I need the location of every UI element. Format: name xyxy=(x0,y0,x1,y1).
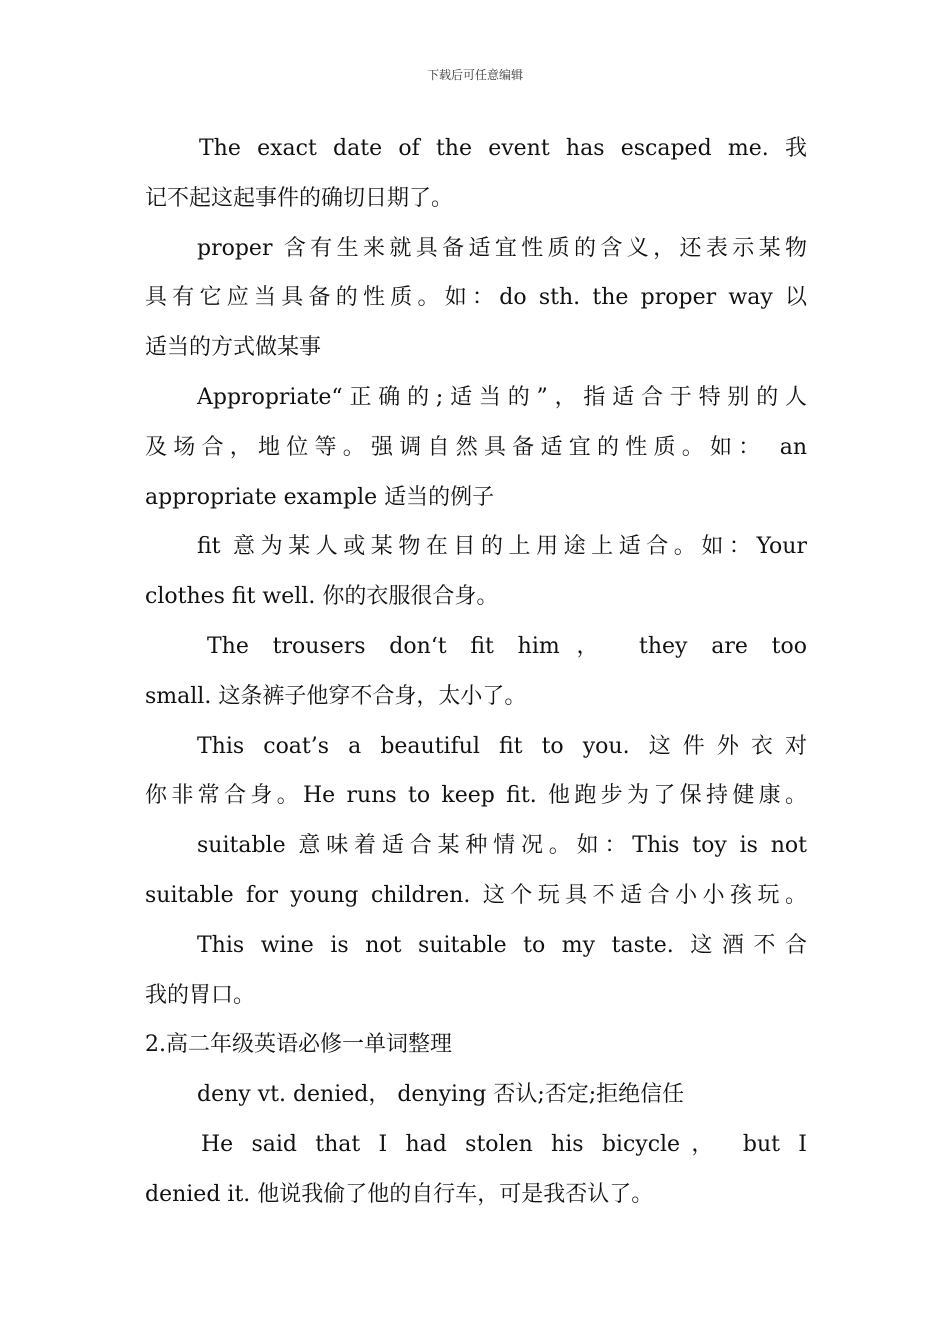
document-body xyxy=(145,124,807,1220)
text-line: 及场合，地位等。强调自然具备适宜的性质。如： an xyxy=(145,434,807,460)
text-line: The exact date of the event has escaped me. 我 xyxy=(199,136,807,161)
text-line: fit 意为某人或某物在目的上用途上适合。如：Your xyxy=(197,534,807,560)
text-line: proper 含有生来就具备适宜性质的含义，还表示某物 xyxy=(197,235,807,261)
text-line: This coat’s a beautiful fit to you. 这件外衣对 xyxy=(197,733,807,759)
section-heading: 2.高二年级英语必修一单词整理 xyxy=(145,1032,452,1058)
text-line: appropriate example 适当的例子 xyxy=(145,484,495,510)
page-header: 下载后可任意编辑 xyxy=(426,68,523,82)
text-line: 记不起这起事件的确切日期了。 xyxy=(145,185,454,211)
text-line: suitable for young children. 这个玩具不适合小小孩玩。 xyxy=(145,882,807,908)
text-line: deny vt. denied， denying 否认;否定;拒绝信任 xyxy=(197,1082,685,1108)
text-line: This wine is not suitable to my taste. 这酒不合 xyxy=(197,932,807,958)
text-line: clothes fit well. 你的衣服很合身。 xyxy=(145,584,499,610)
text-line: The trousers don‘t fit him， they are too xyxy=(207,633,807,659)
text-line: 我的胃口。 xyxy=(145,982,256,1008)
text-line: 适当的方式做某事 xyxy=(145,335,322,361)
text-line: suitable 意味着适合某种情况。如：This toy is not xyxy=(197,833,807,859)
text-line: 具有它应当具备的性质。如：do sth. the proper way 以 xyxy=(145,285,807,311)
text-line: denied it. 他说我偷了他的自行车，可是我否认了。 xyxy=(145,1181,654,1207)
text-line: He said that I had stolen his bicycle， but I xyxy=(201,1131,807,1157)
text-line: Appropriate“正确的;适当的”，指适合于特别的人 xyxy=(197,384,807,410)
text-line: 你非常合身。He runs to keep fit. 他跑步为了保持健康。 xyxy=(145,783,807,809)
text-line: small. 这条裤子他穿不合身，太小了。 xyxy=(145,683,527,709)
